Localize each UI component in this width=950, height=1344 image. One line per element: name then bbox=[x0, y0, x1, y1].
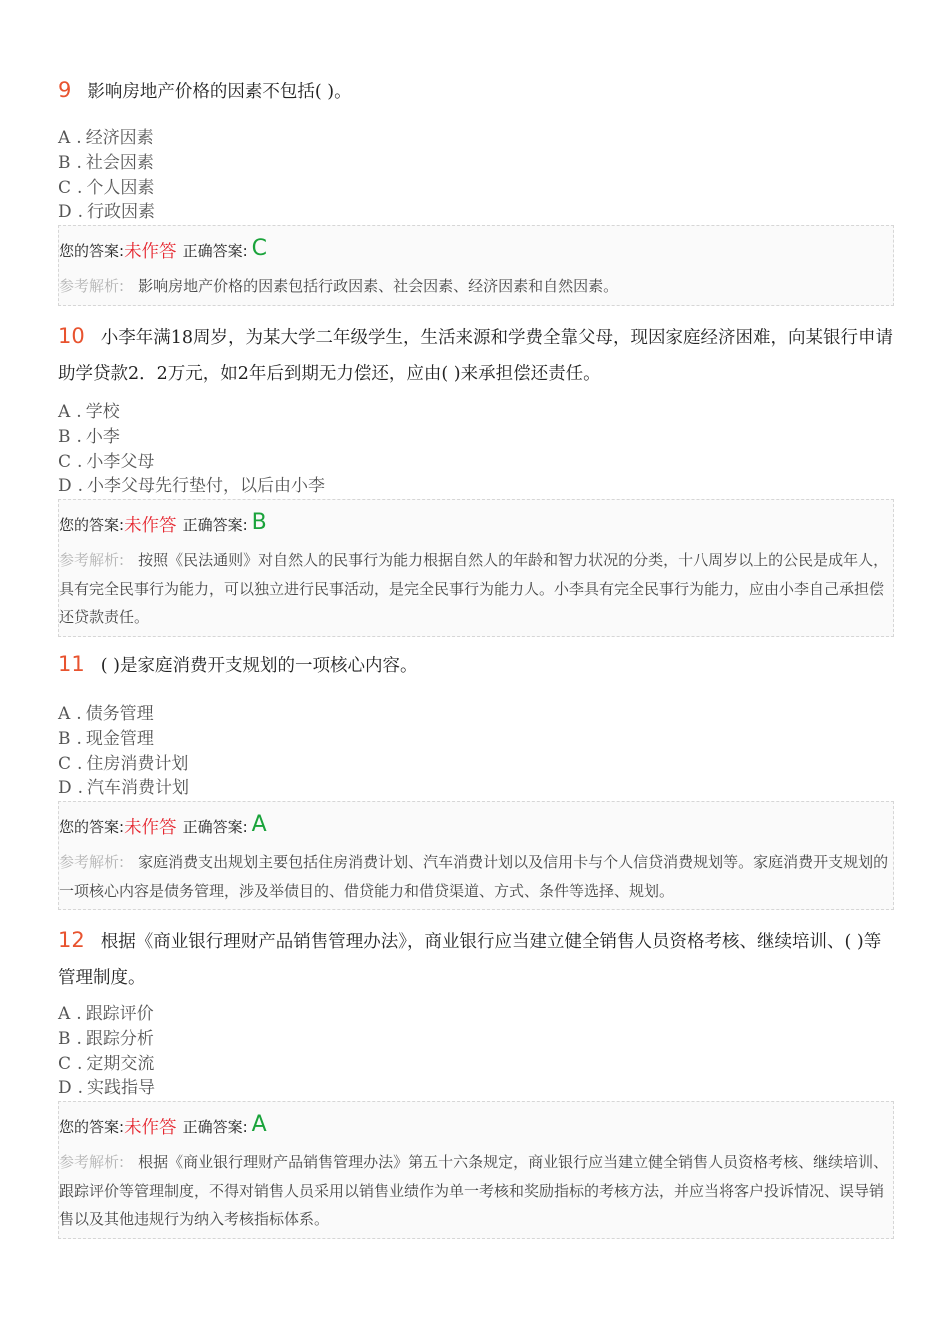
option-b: B . 现金管理 bbox=[58, 728, 154, 749]
option-c: C . 小李父母 bbox=[58, 451, 155, 472]
option-a: A . 学校 bbox=[58, 402, 120, 422]
answer-row bbox=[59, 1108, 893, 1144]
explanation bbox=[59, 1144, 893, 1238]
correct-answer-label: 正确答案: bbox=[182, 515, 248, 534]
reference-label: 参考解析: bbox=[59, 277, 125, 296]
not-answered-text: 未作答 bbox=[124, 1117, 177, 1138]
option-d: D . 行政因素 bbox=[58, 202, 156, 223]
question-text: 影响房地产价格的因素不包括( )。 bbox=[87, 82, 352, 102]
your-answer-label: 您的答案: bbox=[59, 817, 125, 836]
answer-row bbox=[59, 808, 893, 844]
question-number: 9 bbox=[58, 78, 72, 102]
reference-label: 参考解析: bbox=[59, 1153, 125, 1172]
options-list bbox=[58, 126, 894, 225]
your-answer-label: 您的答案: bbox=[59, 1117, 125, 1136]
answer-box bbox=[58, 225, 894, 306]
explanation-text: 按照《民法通则》对自然人的民事行为能力根据自然人的年龄和智力状况的分类，十八周岁以上的公民是成年人，具有完全民事行为能力，可以独立进行民事活动，是完全民事行为能力人。小李具有完全民事行为能力，应由小李自己承担偿还贷款责任。 bbox=[59, 551, 889, 627]
option-c: C . 个人因素 bbox=[58, 177, 155, 198]
option-b: B . 小李 bbox=[58, 426, 120, 447]
reference-label: 参考解析: bbox=[59, 551, 125, 570]
option-d: D . 实践指导 bbox=[58, 1078, 156, 1099]
option-c: C . 定期交流 bbox=[58, 1053, 155, 1074]
option-a: A . 债务管理 bbox=[58, 704, 154, 724]
answer-box bbox=[58, 801, 894, 910]
option-b: B . 跟踪分析 bbox=[58, 1028, 154, 1049]
your-answer-label: 您的答案: bbox=[59, 515, 125, 534]
correct-answer-label: 正确答案: bbox=[182, 1117, 248, 1136]
question-text: 根据《商业银行理财产品销售管理办法》，商业银行应当建立健全销售人员资格考核、继续培训、( )等管理制度。 bbox=[58, 932, 882, 988]
explanation bbox=[59, 844, 893, 909]
question-9 bbox=[58, 72, 894, 306]
explanation-text: 根据《商业银行理财产品销售管理办法》第五十六条规定，商业银行应当建立健全销售人员资格考核、继续培训、跟踪评价等管理制度，不得对销售人员采用以销售业绩作为单一考核和奖励指标的考核方法，并应当将客户投诉情况、误导销售以及其他违规行为纳入考核指标体系。 bbox=[59, 1153, 889, 1229]
option-a: A . 跟踪评价 bbox=[58, 1004, 154, 1024]
question-stem bbox=[58, 318, 894, 392]
options-list bbox=[58, 400, 894, 499]
question-stem bbox=[58, 922, 894, 996]
question-stem bbox=[58, 646, 894, 684]
question-number: 10 bbox=[58, 324, 85, 348]
answer-row bbox=[59, 232, 893, 268]
answer-row bbox=[59, 506, 893, 542]
answer-box bbox=[58, 1101, 894, 1239]
option-a: A . 经济因素 bbox=[58, 128, 154, 148]
correct-answer-value: A bbox=[251, 811, 267, 837]
question-number: 11 bbox=[58, 652, 85, 676]
your-answer-label: 您的答案: bbox=[59, 241, 125, 260]
explanation-text: 家庭消费支出规划主要包括住房消费计划、汽车消费计划以及信用卡与个人信贷消费规划等。家庭消费开支规划的一项核心内容是债务管理，涉及举债目的、借贷能力和借贷渠道、方式、条件等选择、规划。 bbox=[59, 853, 889, 900]
not-answered-text: 未作答 bbox=[124, 817, 177, 838]
option-b: B . 社会因素 bbox=[58, 152, 154, 173]
correct-answer-label: 正确答案: bbox=[182, 241, 248, 260]
question-11 bbox=[58, 646, 894, 910]
explanation-text: 影响房地产价格的因素包括行政因素、社会因素、经济因素和自然因素。 bbox=[138, 277, 619, 296]
question-text: 小李年满18周岁，为某大学二年级学生，生活来源和学费全靠父母，现因家庭经济困难，向某银行申请助学贷款2．2万元，如2年后到期无力偿还，应由( )来承担偿还责任。 bbox=[58, 328, 893, 384]
question-text: ( )是家庭消费开支规划的一项核心内容。 bbox=[100, 656, 418, 676]
question-number: 12 bbox=[58, 928, 85, 952]
correct-answer-value: B bbox=[251, 509, 267, 535]
explanation bbox=[59, 268, 893, 305]
question-stem bbox=[58, 72, 894, 110]
question-12 bbox=[58, 922, 894, 1239]
options-list bbox=[58, 1002, 894, 1101]
options-list bbox=[58, 702, 894, 801]
correct-answer-value: A bbox=[251, 1111, 267, 1137]
question-10 bbox=[58, 318, 894, 637]
reference-label: 参考解析: bbox=[59, 853, 125, 872]
correct-answer-value: C bbox=[251, 235, 267, 261]
option-d: D . 小李父母先行垫付，以后由小李 bbox=[58, 476, 326, 497]
option-c: C . 住房消费计划 bbox=[58, 753, 189, 774]
not-answered-text: 未作答 bbox=[124, 515, 177, 536]
option-d: D . 汽车消费计划 bbox=[58, 778, 190, 799]
correct-answer-label: 正确答案: bbox=[182, 817, 248, 836]
not-answered-text: 未作答 bbox=[124, 241, 177, 262]
answer-box bbox=[58, 499, 894, 637]
explanation bbox=[59, 542, 893, 636]
